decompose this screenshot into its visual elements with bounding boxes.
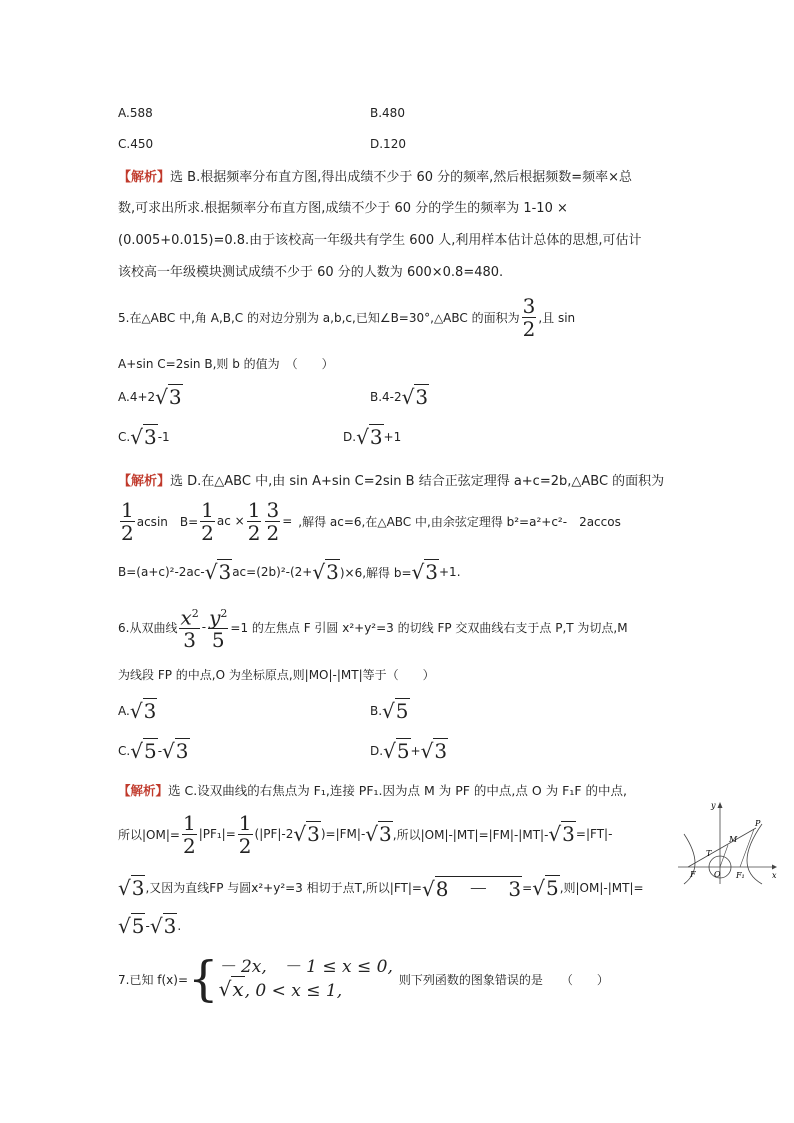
fraction: $\frac{3}{2}$	[522, 293, 536, 341]
label-t: T	[706, 849, 712, 858]
question-stem: 5.在△ABC 中,角 A,B,C 的对边分别为 a,b,c,已知∠B=30°,△ABC 的面积为 $\frac{3}{2}$ ,且 sin	[118, 293, 576, 341]
solution-line: √3 ,又因为直线FP 与圆x²+y²=3 相切于点T,所以|FT|= √8 － 3 = √5 ,则|OM|-|MT|=	[118, 875, 644, 901]
solution-line: √5 - √3 .	[118, 914, 182, 938]
solution-line: 所以|OM|= $\frac{1}{2}$ |PF₁|= $\frac{1}{2}$ (|PF|-2 √3 )=|FM|- √3 ,所以|OM|-|MT|=|FM|-|MT|- √3 =|FT|-	[118, 810, 613, 858]
option-a: A.4+2 √3	[118, 385, 182, 409]
question-stem: 7.已知 f(x)= { － 2x, － 1 ≤ x ≤ 0, √x, 0 < x ≤ 1, 则下列函数的图象错误的是 （ ）	[118, 951, 609, 1007]
label-f: F	[690, 870, 696, 879]
piecewise-case-1: － 2x, － 1 ≤ x ≤ 0,	[218, 957, 393, 977]
question-stem: A+sin C=2sin B,则 b 的值为 （ ）	[118, 357, 334, 371]
option-c: C. √5 - √3	[118, 739, 189, 763]
option-a: A.588	[118, 106, 153, 120]
label-o: O	[714, 870, 721, 879]
option-d: D.120	[370, 137, 406, 151]
label-y: y	[711, 801, 716, 810]
option-c: C.450	[118, 137, 154, 151]
option-d: D. √3 +1	[343, 425, 402, 449]
solution-line: $\frac{1}{2}$ acsin B= $\frac{1}{2}$ ac × $\frac{1}{2}$ $\frac{3}{2}$ = ,解得 ac=6,在△ABC 中,由余弦定理得 b²=a²+c²- 2accos	[121, 497, 621, 545]
question-stem: 6.从双曲线 $\frac{x^2}{3}$ - $\frac{y^2}{5}$ =1 的左焦点 F 引圆 x²+y²=3 的切线 FP 交双曲线右支于点 P,T 为切点,M	[118, 598, 628, 656]
option-a: A. √3	[118, 699, 157, 723]
hyperbola-figure	[676, 796, 786, 886]
right-branch	[747, 824, 762, 884]
solution-line: 【解析】选 D.在△ABC 中,由 sin A+sin C=2sin B 结合正弦定理得 a+c=2b,△ABC 的面积为	[118, 474, 665, 489]
option-c: C. √3 -1	[118, 425, 170, 449]
solution-line: 该校高一年级模块测试成绩不少于 60 分的人数为 600×0.8=480.	[118, 265, 504, 280]
option-b: B. √5	[370, 699, 409, 723]
solution-line: B=(a+c)²-2ac- √3 ac=(2b)²-(2+ √3 )×6,解得 b= √3 +1.	[118, 560, 461, 584]
label-p: P	[755, 819, 761, 828]
solution-line: (0.005+0.015)=0.8.由于该校高一年级共有学生 600 人,利用样本估计总体的思想,可估计	[118, 233, 642, 248]
solution-tag: 【解析】	[118, 170, 171, 185]
question-stem: 为线段 FP 的中点,O 为坐标原点,则|MO|-|MT|等于（ ）	[118, 668, 435, 682]
label-m: M	[729, 835, 738, 844]
solution-line: 【解析】选 B.根据频率分布直方图,得出成绩不少于 60 分的频率,然后根据频数=频率×总	[118, 170, 633, 185]
solution-line: 数,可求出所求.根据频率分布直方图,成绩不少于 60 分的学生的频率为 1-10 ×	[118, 201, 568, 216]
label-f1: F₁	[736, 871, 745, 880]
option-d: D. √5 + √3	[370, 739, 448, 763]
label-x: x	[772, 871, 777, 880]
option-b: B.4-2 √3	[370, 385, 429, 409]
option-b: B.480	[370, 106, 405, 120]
solution-line: 【解析】选 C.设双曲线的右焦点为 F₁,连接 PF₁.因为点 M 为 PF 的中点,点 O 为 F₁F 的中点,	[118, 783, 628, 798]
